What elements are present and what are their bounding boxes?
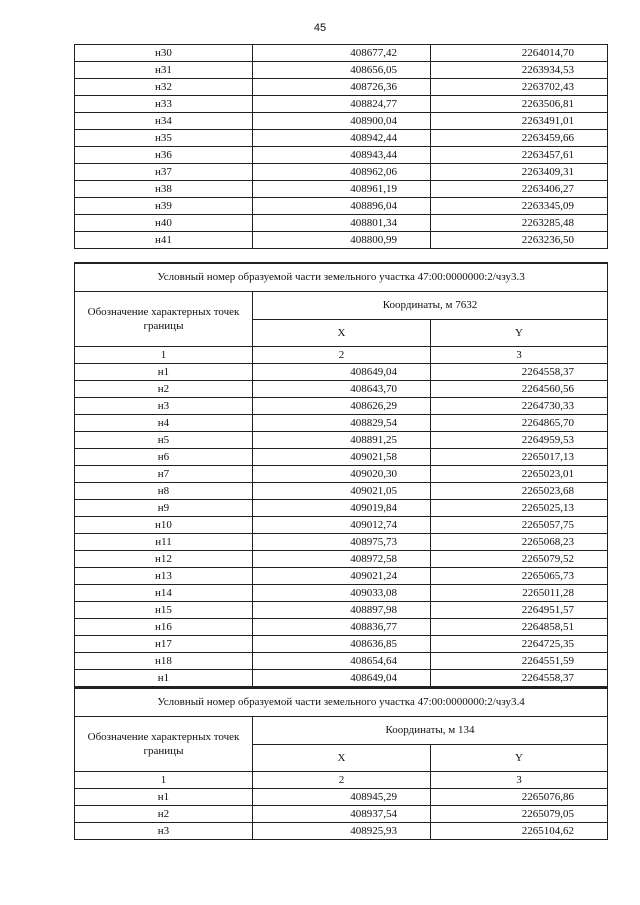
y-coordinate: 2263406,27 [431, 181, 608, 198]
point-label: н13 [75, 568, 253, 585]
point-label: н1 [75, 670, 253, 687]
column-number-1: 1 [75, 347, 253, 364]
table-row [75, 636, 608, 653]
point-designation-header: Обозначение характерных точек границы [75, 717, 253, 772]
y-coordinate: 2264730,33 [431, 398, 608, 415]
point-label: н30 [75, 45, 253, 62]
point-label: н2 [75, 806, 253, 823]
table-row [75, 517, 608, 534]
table-row [75, 130, 608, 147]
x-coordinate: 408962,06 [253, 164, 431, 181]
point-label: н35 [75, 130, 253, 147]
x-coordinate: 408896,04 [253, 198, 431, 215]
point-label: н17 [75, 636, 253, 653]
y-coordinate: 2264725,35 [431, 636, 608, 653]
x-coordinate: 408836,77 [253, 619, 431, 636]
y-coordinate: 2265017,13 [431, 449, 608, 466]
x-coordinate: 408900,04 [253, 113, 431, 130]
table-row [75, 806, 608, 823]
y-coordinate: 2263285,48 [431, 215, 608, 232]
table-row [75, 198, 608, 215]
x-coordinate: 408829,54 [253, 415, 431, 432]
point-label: н14 [75, 585, 253, 602]
point-label: н6 [75, 449, 253, 466]
y-coordinate: 2265076,86 [431, 789, 608, 806]
x-coordinate: 408942,44 [253, 130, 431, 147]
table-row [75, 181, 608, 198]
y-coordinate: 2264959,53 [431, 432, 608, 449]
y-coordinate: 2265065,73 [431, 568, 608, 585]
y-coordinate: 2263934,53 [431, 62, 608, 79]
column-number-2: 2 [253, 772, 431, 789]
point-label: н34 [75, 113, 253, 130]
point-label: н40 [75, 215, 253, 232]
y-coordinate: 2265011,28 [431, 585, 608, 602]
x-coordinate: 409021,05 [253, 483, 431, 500]
table-row [75, 96, 608, 113]
x-coordinate: 408649,04 [253, 364, 431, 381]
table-row [75, 789, 608, 806]
coordinates-header: Координаты, м 134 [253, 717, 608, 745]
x-coordinate: 409021,58 [253, 449, 431, 466]
point-label: н5 [75, 432, 253, 449]
x-coordinate: 408726,36 [253, 79, 431, 96]
table-row [75, 500, 608, 517]
table-row [75, 147, 608, 164]
y-coordinate: 2265079,05 [431, 806, 608, 823]
point-label: н16 [75, 619, 253, 636]
x-coordinate: 408961,19 [253, 181, 431, 198]
point-label: н3 [75, 823, 253, 840]
y-coordinate: 2263459,66 [431, 130, 608, 147]
table-row [75, 602, 608, 619]
table-row [75, 62, 608, 79]
y-coordinate: 2265023,68 [431, 483, 608, 500]
y-coordinate: 2263491,01 [431, 113, 608, 130]
x-coordinate: 408643,70 [253, 381, 431, 398]
point-label: н9 [75, 500, 253, 517]
table-row [75, 619, 608, 636]
point-label: н1 [75, 789, 253, 806]
x-coordinate: 408945,29 [253, 789, 431, 806]
y-coordinate: 2265025,13 [431, 500, 608, 517]
x-coordinate: 408649,04 [253, 670, 431, 687]
point-label: н1 [75, 364, 253, 381]
point-label: н41 [75, 232, 253, 249]
point-label: н4 [75, 415, 253, 432]
column-number-2: 2 [253, 347, 431, 364]
point-label: н18 [75, 653, 253, 670]
y-column-header: Y [431, 745, 608, 772]
y-coordinate: 2265057,75 [431, 517, 608, 534]
table-row [75, 670, 608, 687]
table-row [75, 232, 608, 249]
y-coordinate: 2263702,43 [431, 79, 608, 96]
y-coordinate: 2265079,52 [431, 551, 608, 568]
x-coordinate: 408626,29 [253, 398, 431, 415]
table-row [75, 398, 608, 415]
x-column-header: X [253, 745, 431, 772]
x-coordinate: 408677,42 [253, 45, 431, 62]
y-coordinate: 2263236,50 [431, 232, 608, 249]
x-coordinate: 408891,25 [253, 432, 431, 449]
y-coordinate: 2264951,57 [431, 602, 608, 619]
column-number-3: 3 [431, 347, 608, 364]
point-label: н7 [75, 466, 253, 483]
y-coordinate: 2264014,70 [431, 45, 608, 62]
point-label: н38 [75, 181, 253, 198]
x-column-header: X [253, 320, 431, 347]
table-row [75, 415, 608, 432]
point-label: н33 [75, 96, 253, 113]
coordinates-table-continued [74, 44, 608, 249]
point-label: н8 [75, 483, 253, 500]
table-row [75, 113, 608, 130]
column-number-3: 3 [431, 772, 608, 789]
table-title: Условный номер образуемой части земельного участка 47:00:0000000:2/чзу3.4 [75, 688, 608, 717]
table-row [75, 381, 608, 398]
table-row [75, 79, 608, 96]
x-coordinate: 409012,74 [253, 517, 431, 534]
x-coordinate: 408925,93 [253, 823, 431, 840]
coordinates-table-chzu3-3 [74, 262, 608, 687]
y-coordinate: 2265104,62 [431, 823, 608, 840]
table-row [75, 534, 608, 551]
page-number: 45 [313, 22, 327, 34]
point-label: н36 [75, 147, 253, 164]
x-coordinate: 408943,44 [253, 147, 431, 164]
table-title: Условный номер образуемой части земельного участка 47:00:0000000:2/чзу3.3 [75, 263, 608, 292]
table-row [75, 215, 608, 232]
x-coordinate: 408636,85 [253, 636, 431, 653]
y-coordinate: 2263506,81 [431, 96, 608, 113]
y-column-header: Y [431, 320, 608, 347]
coordinates-header: Координаты, м 7632 [253, 292, 608, 320]
x-coordinate: 409021,24 [253, 568, 431, 585]
y-coordinate: 2263345,09 [431, 198, 608, 215]
point-label: н12 [75, 551, 253, 568]
coordinates-table-chzu3-4 [74, 687, 608, 840]
y-coordinate: 2265068,23 [431, 534, 608, 551]
column-number-1: 1 [75, 772, 253, 789]
y-coordinate: 2264560,56 [431, 381, 608, 398]
table-row [75, 466, 608, 483]
x-coordinate: 408972,58 [253, 551, 431, 568]
table-row [75, 45, 608, 62]
point-label: н3 [75, 398, 253, 415]
x-coordinate: 409033,08 [253, 585, 431, 602]
y-coordinate: 2264865,70 [431, 415, 608, 432]
x-coordinate: 409019,84 [253, 500, 431, 517]
table-row [75, 432, 608, 449]
table-row [75, 653, 608, 670]
table-row [75, 164, 608, 181]
x-coordinate: 408656,05 [253, 62, 431, 79]
x-coordinate: 408937,54 [253, 806, 431, 823]
y-coordinate: 2264558,37 [431, 364, 608, 381]
table-row [75, 568, 608, 585]
x-coordinate: 408800,99 [253, 232, 431, 249]
x-coordinate: 408824,77 [253, 96, 431, 113]
table-row [75, 483, 608, 500]
x-coordinate: 408897,98 [253, 602, 431, 619]
point-label: н15 [75, 602, 253, 619]
point-designation-header: Обозначение характерных точек границы [75, 292, 253, 347]
table-row [75, 364, 608, 381]
y-coordinate: 2264858,51 [431, 619, 608, 636]
x-coordinate: 409020,30 [253, 466, 431, 483]
x-coordinate: 408654,64 [253, 653, 431, 670]
y-coordinate: 2263409,31 [431, 164, 608, 181]
y-coordinate: 2264551,59 [431, 653, 608, 670]
point-label: н2 [75, 381, 253, 398]
point-label: н10 [75, 517, 253, 534]
y-coordinate: 2263457,61 [431, 147, 608, 164]
table-row [75, 823, 608, 840]
x-coordinate: 408801,34 [253, 215, 431, 232]
point-label: н31 [75, 62, 253, 79]
point-label: н11 [75, 534, 253, 551]
table-row [75, 585, 608, 602]
point-label: н32 [75, 79, 253, 96]
point-label: н37 [75, 164, 253, 181]
y-coordinate: 2264558,37 [431, 670, 608, 687]
table-row [75, 449, 608, 466]
point-label: н39 [75, 198, 253, 215]
y-coordinate: 2265023,01 [431, 466, 608, 483]
table-row [75, 551, 608, 568]
x-coordinate: 408975,73 [253, 534, 431, 551]
